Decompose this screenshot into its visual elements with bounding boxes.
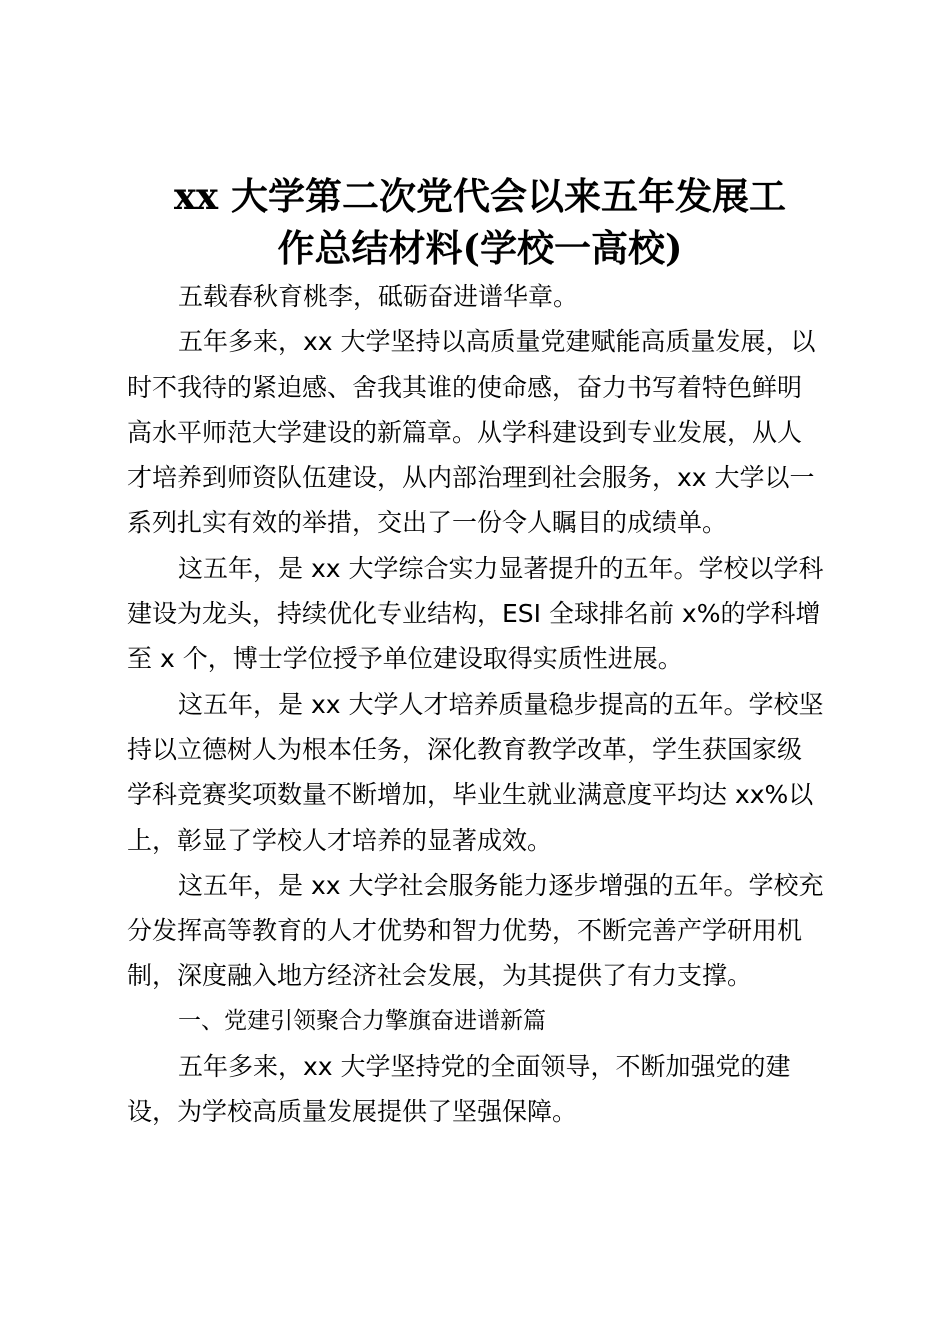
paragraph-line: 持以立德树人为根本任务，深化教育教学改革，学生获国家级 — [127, 734, 803, 764]
paragraph-line: 系列扎实有效的举措，交出了一份令人瞩目的成绩单。 — [127, 508, 728, 538]
paragraph-line: 五年多来，xx 大学坚持党的全面领导，不断加强党的建 — [178, 1052, 791, 1082]
document-body — [127, 274, 837, 1135]
paragraph-line: 建设为龙头，持续优化专业结构，ESI 全球排名前 x%的学科增 — [127, 599, 821, 629]
paragraph-line: 学科竞赛奖项数量不断增加，毕业生就业满意度平均达 xx%以 — [127, 780, 814, 810]
paragraph-line: 分发挥高等教育的人才优势和智力优势，不断完善产学研用机 — [127, 916, 803, 946]
paragraph-line: 时不我待的紧迫感、舍我其谁的使命感，奋力书写着特色鲜明 — [127, 372, 803, 402]
paragraph-line: 高水平师范大学建设的新篇章。从学科建设到专业发展，从人 — [127, 417, 803, 447]
paragraph-line: 至 x 个，博士学位授予单位建设取得实质性进展。 — [127, 644, 683, 674]
paragraph-line: 设，为学校高质量发展提供了坚强保障。 — [127, 1097, 578, 1127]
paragraph-line: 这五年，是 xx 大学综合实力显著提升的五年。学校以学科 — [178, 553, 824, 583]
paragraph-line: 这五年，是 xx 大学社会服务能力逐步增强的五年。学校充 — [178, 870, 824, 900]
title-line-1: xx 大学第二次党代会以来五年发展工 — [174, 174, 786, 218]
paragraph-line: 五年多来，xx 大学坚持以高质量党建赋能高质量发展，以 — [178, 327, 816, 357]
paragraph-line: 这五年，是 xx 大学人才培养质量稳步提高的五年。学校坚 — [178, 689, 824, 719]
paragraph-line: 上，彰显了学校人才培养的显著成效。 — [127, 825, 553, 855]
document-title — [110, 170, 850, 274]
paragraph-intro: 五载春秋育桃李，砥砺奋进谱华章。 — [178, 282, 579, 311]
title-line-2: 作总结材料(学校一高校) — [277, 226, 683, 270]
paragraph-line: 才培养到师资队伍建设，从内部治理到社会服务，xx 大学以一 — [127, 463, 815, 493]
paragraph-line: 制，深度融入地方经济社会发展，为其提供了有力支撑。 — [127, 961, 753, 991]
section-heading: 一、党建引领聚合力擎旗奋进谱新篇 — [178, 1007, 546, 1034]
